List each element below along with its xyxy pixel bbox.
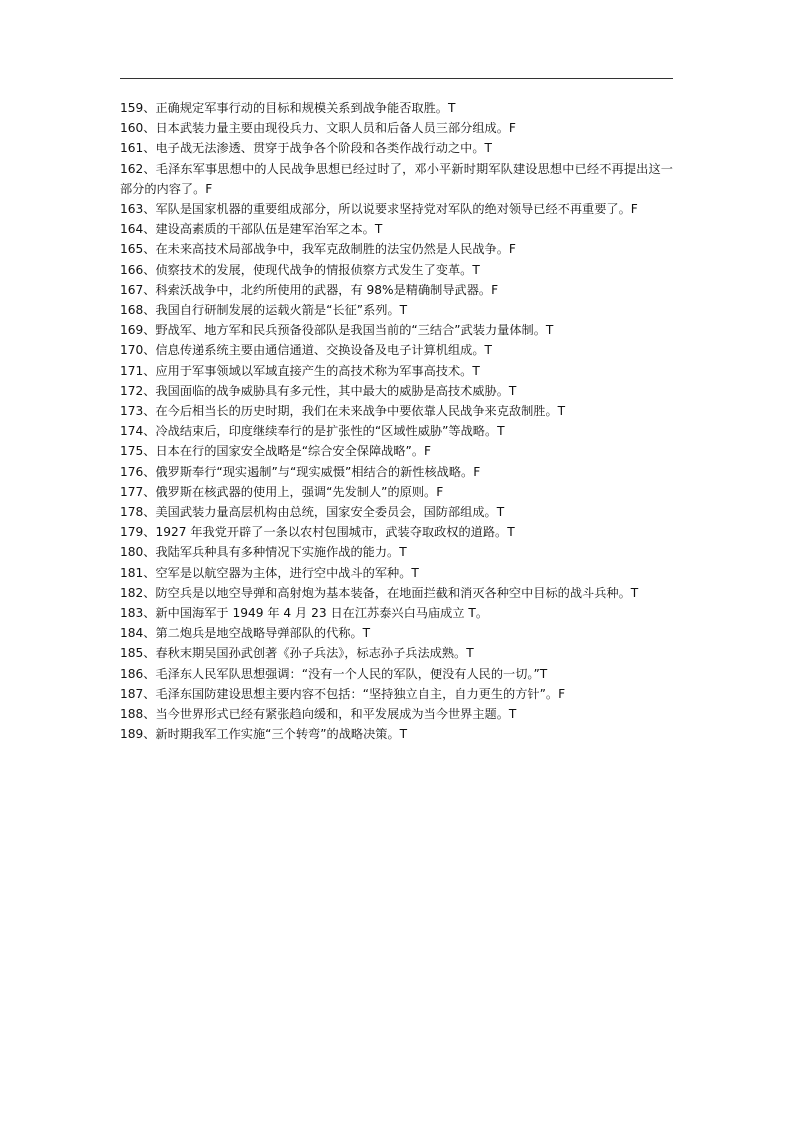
question-item: 178、美国武装力量高层机构由总统，国家安全委员会，国防部组成。T <box>120 505 505 520</box>
question-item: 162、毛泽东军事思想中的人民战争思想已经过时了，邓小平新时期军队建设思想中已经不再提出这一部分的内容了。F <box>120 161 673 196</box>
question-item: 160、日本武装力量主要由现役兵力、文职人员和后备人员三部分组成。F <box>120 121 516 136</box>
question-item: 164、建设高素质的干部队伍是建军治军之本。T <box>120 222 383 237</box>
question-item: 171、应用于军事领域以军域直接产生的高技术称为军事高技术。T <box>120 363 480 378</box>
question-item: 187、毛泽东国防建设思想主要内容不包括：“坚持独立自主，自力更生的方针”。F <box>120 686 566 701</box>
question-item: 173、在今后相当长的历史时期，我们在未来战争中要依靠人民战争来克敌制胜。T <box>120 404 566 419</box>
question-list <box>120 98 673 745</box>
question-item: 180、我陆军兵种具有多种情况下实施作战的能力。T <box>120 545 407 560</box>
question-item: 181、空军是以航空器为主体，进行空中战斗的军种。T <box>120 565 419 580</box>
question-item: 172、我国面临的战争威胁具有多元性，其中最大的威胁是高技术威胁。T <box>120 383 517 398</box>
question-item: 179、1927 年我党开辟了一条以农村包围城市，武装夺取政权的道路。T <box>120 525 515 540</box>
header-rule <box>120 78 673 79</box>
question-item: 168、我国自行研制发展的运载火箭是“长征”系列。T <box>120 303 408 318</box>
question-item: 182、防空兵是以地空导弹和高射炮为基本装备，在地面拦截和消灭各种空中目标的战斗兵种。T <box>120 585 639 600</box>
question-item: 176、俄罗斯奉行“现实遏制”与“现实威慑”相结合的新性核战略。F <box>120 464 481 479</box>
question-item: 184、第二炮兵是地空战略导弹部队的代称。T <box>120 626 371 641</box>
question-item: 183、新中国海军于 1949 年 4 月 23 日在江苏泰兴白马庙成立 T。 <box>120 606 489 621</box>
question-item: 159、正确规定军事行动的目标和规模关系到战争能否取胜。T <box>120 101 456 115</box>
question-item: 167、科索沃战争中，北约所使用的武器，有 98%是精确制导武器。F <box>120 282 499 297</box>
question-item: 186、毛泽东人民军队思想强调：“没有一个人民的军队，便没有人民的一切。”T <box>120 666 548 681</box>
question-item: 169、野战军、地方军和民兵预备役部队是我国当前的“三结合”武装力量体制。T <box>120 323 554 338</box>
question-item: 175、日本在行的国家安全战略是“综合安全保障战略”。F <box>120 444 432 459</box>
question-item: 166、侦察技术的发展，使现代战争的情报侦察方式发生了变革。T <box>120 262 480 277</box>
question-item: 163、军队是国家机器的重要组成部分，所以说要求坚持党对军队的绝对领导已经不再重要了。F <box>120 202 638 217</box>
question-item: 185、春秋末期吴国孙武创著《孙子兵法》，标志孙子兵法成熟。T <box>120 646 474 661</box>
question-item: 188、当今世界形式已经有紧张趋向缓和，和平发展成为当今世界主题。T <box>120 707 517 722</box>
question-item: 170、信息传递系统主要由通信通道、交换设备及电子计算机组成。T <box>120 343 492 358</box>
question-item: 165、在未来高技术局部战争中，我军克敌制胜的法宝仍然是人民战争。F <box>120 242 516 257</box>
question-item: 174、冷战结束后，印度继续奉行的是扩张性的“区域性威胁”等战略。T <box>120 424 505 439</box>
question-item: 189、新时期我军工作实施“三个转弯”的战略决策。T <box>120 727 408 742</box>
question-item: 177、俄罗斯在核武器的使用上，强调“先发制人”的原则。F <box>120 484 444 499</box>
question-item: 161、电子战无法渗透、贯穿于战争各个阶段和各类作战行动之中。T <box>120 141 492 156</box>
